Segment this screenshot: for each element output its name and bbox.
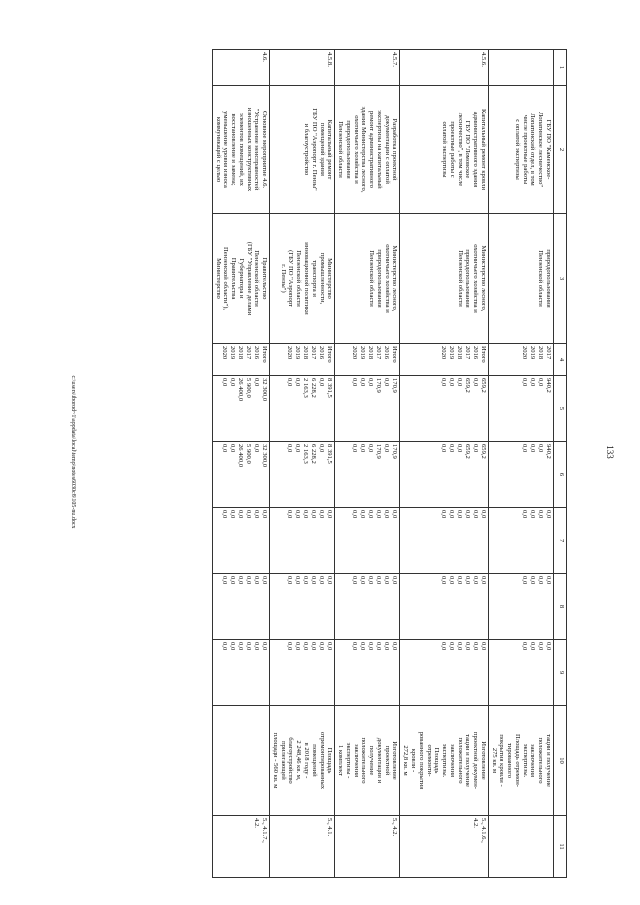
other-sources-cell-value: 0,0: [545, 642, 552, 651]
federal-budget-cell-value: 0,0: [221, 510, 229, 519]
federal-budget-cell-value: 0,0: [521, 510, 528, 519]
executor-cell: [212, 214, 269, 344]
total-funding-cell-value: 0,0: [253, 378, 261, 387]
other-sources-cell-value: 0,0: [351, 642, 359, 651]
total-funding-cell-value: 0,0: [521, 378, 528, 387]
years-cell-value: 2016: [471, 346, 479, 360]
federal-budget-cell-value: 0,0: [351, 510, 359, 519]
years-cell: [335, 344, 400, 376]
column-header-3: 3: [554, 214, 567, 344]
executor-cell-text: Министерство лесного, охотничьего хозяйства и природопользования Пензенской области: [456, 244, 487, 313]
regional-budget-cell-value: 0,0: [359, 444, 367, 453]
regional-budget-cell-value: 0,0: [294, 444, 302, 453]
regional-budget-cell: [212, 442, 269, 508]
federal-budget-cell-value: 0,0: [537, 510, 544, 519]
total-funding-cell: [212, 376, 269, 442]
regional-budget-cell-value: 0,0: [455, 444, 463, 453]
federal-budget-cell-value: 0,0: [318, 510, 326, 519]
measure-name-cell: [400, 86, 488, 214]
executor-cell-text: природопользования Пензенской области: [537, 249, 552, 308]
years-cell-value: 2020: [286, 346, 294, 360]
local-budget-cell-value: 0,0: [463, 576, 471, 585]
total-funding-cell-value: 170,9: [391, 378, 399, 393]
years-cell-value: 2019: [294, 346, 302, 360]
federal-budget-cell-value: 0,0: [302, 510, 310, 519]
total-funding-cell-value: 26 400,0: [237, 378, 245, 402]
federal-budget-cell-value: 0,0: [375, 510, 383, 519]
regional-budget-cell-value: 0,0: [318, 444, 326, 453]
federal-budget-cell-value: 0,0: [261, 510, 269, 519]
expected-result-cell: [488, 706, 553, 816]
table-row: [335, 50, 400, 878]
measure-number-cell-text: 4.5.6.: [479, 52, 487, 67]
total-funding-cell-value: 170,9: [375, 378, 383, 393]
federal-budget-cell: [400, 508, 488, 574]
other-sources-cell-value: 0,0: [455, 642, 463, 651]
other-sources-cell: [335, 640, 400, 706]
federal-budget-cell-value: 0,0: [294, 510, 302, 519]
years-cell-value: 2019: [529, 346, 536, 360]
federal-budget-cell-value: 0,0: [479, 510, 487, 519]
expected-result-cell: [212, 706, 269, 816]
local-budget-cell-value: 0,0: [318, 576, 326, 585]
years-cell: [488, 344, 553, 376]
indicator-reference-cell-text: 5., 4.1.: [326, 818, 334, 837]
table-row: [400, 50, 488, 878]
federal-budget-cell-value: 0,0: [367, 510, 375, 519]
regional-budget-cell: [270, 442, 335, 508]
years-cell-value: 2017: [375, 346, 383, 360]
years-cell-value: 2019: [359, 346, 367, 360]
page-number: 133: [605, 445, 615, 459]
regional-budget-cell-value: 0,0: [221, 444, 229, 453]
expected-result-cell-text: Изготовление проектной докумен- тации и получение положительного заключения экспертизы. Площадь отремонти- рованного покрытия кровли - 272,8 кв. м: [402, 731, 487, 790]
local-budget-cell-value: 0,0: [221, 576, 229, 585]
years-cell-value: 2017: [310, 346, 318, 360]
years-cell-value: 2018: [537, 346, 544, 360]
federal-budget-cell-value: 0,0: [447, 510, 455, 519]
years-cell-value: 2018: [237, 346, 245, 360]
expected-result-cell: [335, 706, 400, 816]
column-header-5: 5: [554, 376, 567, 442]
total-funding-cell-value: 5 900,0: [245, 378, 253, 398]
local-budget-cell-value: 0,0: [351, 576, 359, 585]
total-funding-cell-value: 0,0: [351, 378, 359, 387]
local-budget-cell-value: 0,0: [439, 576, 447, 585]
local-budget-cell-value: 0,0: [237, 576, 245, 585]
local-budget-cell-value: 0,0: [326, 576, 334, 585]
column-header-1: 1: [554, 50, 567, 86]
local-budget-cell-value: 0,0: [229, 576, 237, 585]
local-budget-cell: [212, 574, 269, 640]
federal-budget-cell-value: 0,0: [455, 510, 463, 519]
regional-budget-cell-value: 8 391,5: [326, 444, 334, 464]
executor-cell: [335, 214, 400, 344]
executor-cell-text: Правительство Пензенской области (ГБУ "Управление делами Губернатора и Правительства Пензенской области"), Министерство: [214, 241, 269, 316]
table-row: [212, 50, 269, 878]
federal-budget-cell-value: 0,0: [359, 510, 367, 519]
measure-number-cell: [212, 50, 269, 86]
local-budget-cell-value: 0,0: [302, 576, 310, 585]
column-header-2: 2: [554, 86, 567, 214]
regional-budget-cell: [335, 442, 400, 508]
federal-budget-cell-value: 0,0: [237, 510, 245, 519]
measure-name-cell-text: Капитальный ремонт кровли административного здания ГБУ ПО "Ломовское лесничество", в том числе проектные работы с оплатой экспертизы: [441, 109, 487, 190]
years-cell-value: 2017: [463, 346, 471, 360]
other-sources-cell-value: 0,0: [367, 642, 375, 651]
total-funding-cell-value: 8 391,5: [326, 378, 334, 398]
years-cell-value: Итого: [261, 346, 269, 363]
local-budget-cell-value: 0,0: [529, 576, 536, 585]
years-cell-value: 2016: [318, 346, 326, 360]
total-funding-cell-value: 0,0: [221, 378, 229, 387]
regional-budget-cell-value: 0,0: [383, 444, 391, 453]
other-sources-cell-value: 0,0: [471, 642, 479, 651]
other-sources-cell-value: 0,0: [326, 642, 334, 651]
total-funding-cell-value: 0,0: [455, 378, 463, 387]
regional-budget-cell-value: 0,0: [253, 444, 261, 453]
other-sources-cell-value: 0,0: [286, 642, 294, 651]
years-cell-value: Итого: [391, 346, 399, 363]
years-cell-value: 2020: [221, 346, 229, 360]
measure-number-cell: [488, 50, 553, 86]
regional-budget-cell-value: 940,2: [545, 444, 552, 459]
federal-budget-cell-value: 0,0: [286, 510, 294, 519]
federal-budget-cell-value: 0,0: [545, 510, 552, 519]
total-funding-cell-value: 32 300,0: [261, 378, 269, 402]
total-funding-cell-value: 659,2: [479, 378, 487, 393]
local-budget-cell-value: 0,0: [537, 576, 544, 585]
years-cell: [212, 344, 269, 376]
federal-budget-cell: [488, 508, 553, 574]
regional-budget-cell-value: 0,0: [537, 444, 544, 453]
other-sources-cell: [488, 640, 553, 706]
other-sources-cell-value: 0,0: [537, 642, 544, 651]
local-budget-cell-value: 0,0: [455, 576, 463, 585]
indicator-reference-cell: [400, 816, 488, 878]
other-sources-cell-value: 0,0: [375, 642, 383, 651]
local-budget-cell-value: 0,0: [310, 576, 318, 585]
measure-name-cell: [212, 86, 269, 214]
regional-budget-cell-value: 32 300,0: [261, 444, 269, 468]
local-budget-cell: [488, 574, 553, 640]
table-row: [270, 50, 335, 878]
indicator-reference-cell-text: 5., 4.1.7., 4.2.: [253, 818, 269, 843]
local-budget-cell-value: 0,0: [359, 576, 367, 585]
other-sources-cell-value: 0,0: [310, 642, 318, 651]
local-budget-cell-value: 0,0: [471, 576, 479, 585]
regional-budget-cell-value: 0,0: [351, 444, 359, 453]
column-header-7: 7: [554, 508, 567, 574]
local-budget-cell: [335, 574, 400, 640]
regional-budget-cell-value: 0,0: [439, 444, 447, 453]
measure-number-cell-text: 4.5.7.: [391, 52, 399, 67]
total-funding-cell-value: 0,0: [359, 378, 367, 387]
expected-result-cell-text: Площадь отремонтированных помещений в 2018 году - 2 248,46 кв. м, благоустройство прилегающей площади - 560 кв. м: [271, 731, 334, 790]
local-budget-cell-value: 0,0: [294, 576, 302, 585]
local-budget-cell-value: 0,0: [375, 576, 383, 585]
years-cell-value: 2019: [229, 346, 237, 360]
measure-number-cell-text: 4.5.8.: [326, 52, 334, 67]
federal-budget-cell-value: 0,0: [471, 510, 479, 519]
regional-budget-cell-value: 5 900,0: [245, 444, 253, 464]
other-sources-cell: [400, 640, 488, 706]
total-funding-cell-value: 0,0: [447, 378, 455, 387]
regional-budget-cell-value: 0,0: [286, 444, 294, 453]
federal-budget-cell-value: 0,0: [463, 510, 471, 519]
local-budget-cell-value: 0,0: [479, 576, 487, 585]
regional-budget-cell-value: 0,0: [447, 444, 455, 453]
regional-budget-cell: [488, 442, 553, 508]
table-header-row: [554, 50, 567, 878]
total-funding-cell: [335, 376, 400, 442]
federal-budget-cell-value: 0,0: [391, 510, 399, 519]
years-cell-value: Итого: [326, 346, 334, 363]
other-sources-cell-value: 0,0: [318, 642, 326, 651]
table-row: [488, 50, 553, 878]
local-budget-cell-value: 0,0: [383, 576, 391, 585]
years-cell-value: 2016: [383, 346, 391, 360]
total-funding-cell: [270, 376, 335, 442]
total-funding-cell-value: 0,0: [439, 378, 447, 387]
total-funding-cell-value: 0,0: [471, 378, 479, 387]
column-header-4: 4: [554, 344, 567, 376]
other-sources-cell-value: 0,0: [521, 642, 528, 651]
total-funding-cell-value: 940,2: [545, 378, 552, 393]
local-budget-cell-value: 0,0: [245, 576, 253, 585]
federal-budget-cell-value: 0,0: [245, 510, 253, 519]
federal-budget-cell-value: 0,0: [229, 510, 237, 519]
regional-budget-cell-value: 170,9: [375, 444, 383, 459]
measure-name-cell-text: ГБУ ПО "Каменское- Лопатинское лесничество" Лопатинский отдел, в том числе проектные работы с оплатой экспертизы: [513, 111, 552, 188]
other-sources-cell-value: 0,0: [302, 642, 310, 651]
federal-budget-cell-value: 0,0: [529, 510, 536, 519]
other-sources-cell-value: 0,0: [463, 642, 471, 651]
column-header-10: 10: [554, 706, 567, 816]
years-cell-value: 2020: [351, 346, 359, 360]
indicator-reference-cell: [212, 816, 269, 878]
total-funding-cell-value: 6 228,2: [310, 378, 318, 398]
measure-name-cell: [270, 86, 335, 214]
years-cell-value: 2017: [245, 346, 253, 360]
regional-budget-cell-value: 659,2: [463, 444, 471, 459]
local-budget-cell-value: 0,0: [253, 576, 261, 585]
regional-budget-cell: [400, 442, 488, 508]
years-cell-value: 2019: [447, 346, 455, 360]
other-sources-cell-value: 0,0: [439, 642, 447, 651]
total-funding-cell: [488, 376, 553, 442]
local-budget-cell-value: 0,0: [521, 576, 528, 585]
local-budget-cell: [400, 574, 488, 640]
total-funding-cell-value: 0,0: [229, 378, 237, 387]
regional-budget-cell-value: 26 400,0: [237, 444, 245, 468]
years-cell-value: 2020: [439, 346, 447, 360]
total-funding-cell-value: 0,0: [537, 378, 544, 387]
measure-name-cell: [488, 86, 553, 214]
local-budget-cell-value: 0,0: [447, 576, 455, 585]
local-budget-cell: [270, 574, 335, 640]
local-budget-cell-value: 0,0: [545, 576, 552, 585]
other-sources-cell-value: 0,0: [391, 642, 399, 651]
other-sources-cell-value: 0,0: [229, 642, 237, 651]
executor-cell: [270, 214, 335, 344]
column-header-11: 11: [554, 816, 567, 878]
measure-number-cell: [400, 50, 488, 86]
column-header-9: 9: [554, 640, 567, 706]
indicator-reference-cell: [335, 816, 400, 878]
expected-result-cell-text: Изготовление проектной документации и получение положительного заключения экспертизы - 1 комплект: [337, 737, 399, 784]
measure-name-cell-text: Основное мероприятие 4.6. "Устранение неисправностей изношенных конструктивных элементов помещений, их восстановление и замена; уменьшение уровня износа коммуникаций с целью: [214, 107, 269, 192]
regional-budget-cell-value: 170,9: [391, 444, 399, 459]
other-sources-cell-value: 0,0: [253, 642, 261, 651]
years-cell-value: 2018: [367, 346, 375, 360]
regional-budget-cell-value: 659,2: [479, 444, 487, 459]
measure-number-cell-text: 4.6.: [261, 52, 269, 62]
footer-file-path: c:\users\iborod~1\appdata\local\temp\notes6030c8\105-nu.docx: [70, 375, 76, 529]
years-cell-value: 2020: [521, 346, 528, 360]
years-cell-value: Итого: [479, 346, 487, 363]
other-sources-cell-value: 0,0: [261, 642, 269, 651]
indicator-reference-cell: [270, 816, 335, 878]
federal-budget-cell: [212, 508, 269, 574]
total-funding-cell-value: 0,0: [294, 378, 302, 387]
executor-cell: [488, 214, 553, 344]
regional-budget-cell-value: 0,0: [521, 444, 528, 453]
federal-budget-cell-value: 0,0: [253, 510, 261, 519]
other-sources-cell-value: 0,0: [245, 642, 253, 651]
years-cell: [400, 344, 488, 376]
years-cell-value: 2018: [302, 346, 310, 360]
other-sources-cell-value: 0,0: [447, 642, 455, 651]
indicator-reference-cell-text: 5., 4.2.: [391, 818, 399, 837]
other-sources-cell-value: 0,0: [383, 642, 391, 651]
expected-result-cell: [400, 706, 488, 816]
measure-name-cell-text: Разработка проектной документации с оплатой экспертизы на капитальный ремонт административного здания Министерства лесного, охотничьего хозяйства и природопользования Пензенской области: [337, 106, 399, 193]
total-funding-cell: [400, 376, 488, 442]
other-sources-cell-value: 0,0: [237, 642, 245, 651]
years-cell-value: 2018: [455, 346, 463, 360]
other-sources-cell-value: 0,0: [294, 642, 302, 651]
regional-budget-cell-value: 0,0: [471, 444, 479, 453]
total-funding-cell-value: 0,0: [318, 378, 326, 387]
total-funding-cell-value: 0,0: [529, 378, 536, 387]
measure-name-cell: [335, 86, 400, 214]
other-sources-cell: [212, 640, 269, 706]
federal-budget-cell-value: 0,0: [310, 510, 318, 519]
local-budget-cell-value: 0,0: [261, 576, 269, 585]
expected-result-cell-text: тации и получение положительного заключения экспертизы. Площадь отремон- тированного покрытия кровли - 275 кв. м: [490, 734, 552, 787]
total-funding-cell-value: 659,2: [463, 378, 471, 393]
other-sources-cell-value: 0,0: [479, 642, 487, 651]
federal-budget-cell: [335, 508, 400, 574]
local-budget-cell-value: 0,0: [391, 576, 399, 585]
other-sources-cell-value: 0,0: [221, 642, 229, 651]
federal-budget-cell-value: 0,0: [383, 510, 391, 519]
years-cell-value: 2017: [545, 346, 552, 360]
measure-number-cell: [270, 50, 335, 86]
indicator-reference-cell-text: 5., 4.1.6., 4.2.: [472, 818, 487, 843]
column-header-6: 6: [554, 442, 567, 508]
executor-cell-text: Министерство лесного, охотничьего хозяйства и природопользования Пензенской области: [368, 244, 399, 313]
measure-number-cell: [335, 50, 400, 86]
other-sources-cell-value: 0,0: [529, 642, 536, 651]
regional-budget-cell-value: 0,0: [367, 444, 375, 453]
other-sources-cell: [270, 640, 335, 706]
regional-budget-cell-value: 0,0: [229, 444, 237, 453]
local-budget-cell-value: 0,0: [367, 576, 375, 585]
rotated-table-container: [73, 49, 567, 857]
program-measures-table: [212, 49, 567, 878]
executor-cell: [400, 214, 488, 344]
regional-budget-cell-value: 0,0: [529, 444, 536, 453]
total-funding-cell-value: 0,0: [286, 378, 294, 387]
other-sources-cell-value: 0,0: [359, 642, 367, 651]
total-funding-cell-value: 2 163,3: [302, 378, 310, 398]
total-funding-cell-value: 0,0: [367, 378, 375, 387]
federal-budget-cell-value: 0,0: [439, 510, 447, 519]
measure-name-cell-text: Капитальный ремонт помещений здания ГБУ ПО "Аэропорт г. Пензы" и благоустройство: [303, 108, 334, 191]
column-header-8: 8: [554, 574, 567, 640]
years-cell: [270, 344, 335, 376]
regional-budget-cell-value: 2 163,3: [302, 444, 310, 464]
local-budget-cell-value: 0,0: [286, 576, 294, 585]
expected-result-cell: [270, 706, 335, 816]
federal-budget-cell: [270, 508, 335, 574]
years-cell-value: 2016: [253, 346, 261, 360]
executor-cell-text: Министерство промышленности, транспорта и инновационной политики Пензенской области (ГБУ ПО "Аэропорт г. Пензы"): [279, 242, 334, 315]
indicator-reference-cell: [488, 816, 553, 878]
regional-budget-cell-value: 6 228,2: [310, 444, 318, 464]
total-funding-cell-value: 0,0: [383, 378, 391, 387]
federal-budget-cell-value: 0,0: [326, 510, 334, 519]
